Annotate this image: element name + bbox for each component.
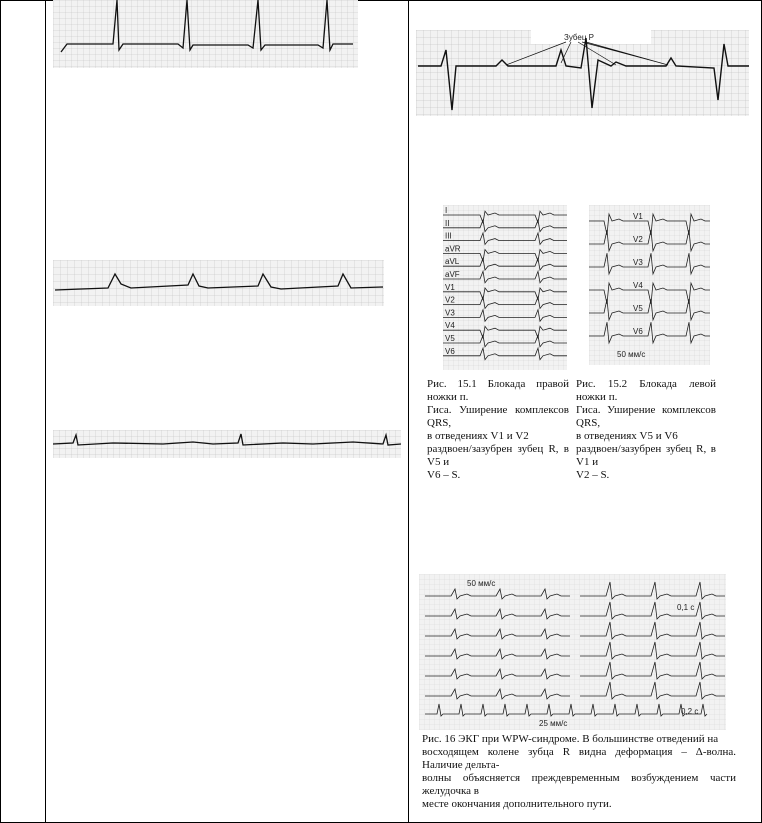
caption-line: месте окончания дополнительного пути. — [422, 798, 612, 810]
ecg-strip-left-3 — [53, 430, 401, 458]
lead-label: aVF — [445, 270, 460, 279]
figure-16-speed-bottom: 25 мм/с — [539, 719, 568, 728]
lead-label: V3 — [445, 308, 455, 318]
lead-label: V1 — [633, 212, 643, 221]
figure-15-2-caption — [576, 378, 716, 482]
lead-label: V5 — [633, 304, 643, 313]
caption-line: в отведениях V1 и V2 — [427, 430, 529, 442]
lead-label: III — [445, 231, 452, 241]
caption-line: восходящем колене зубца R видна деформация – Δ-волна. Наличие дельта- — [422, 746, 736, 771]
lead-label: V2 — [445, 295, 455, 305]
figure-15-1-caption — [427, 378, 569, 482]
p-wave-annotation: Зубец Р — [564, 33, 595, 42]
caption-line: Рис. 15.1 Блокада правой ножки п. — [427, 378, 569, 403]
caption-line: V6 – S. — [427, 469, 461, 481]
ecg-strip-left-1 — [53, 0, 358, 68]
figure-15-1-ecg — [443, 205, 567, 370]
figure-16-interval-1: 0,1 с — [677, 603, 695, 612]
figure-16-ecg — [419, 574, 726, 730]
lead-label: V4 — [445, 321, 455, 331]
ecg-strip-p-waves — [416, 30, 749, 116]
figure-16-caption — [422, 733, 736, 811]
lead-label: II — [445, 218, 450, 228]
caption-line: Рис. 16 ЭКГ при WPW-синдроме. В большинстве отведений на — [422, 733, 719, 745]
lead-label: V3 — [633, 258, 643, 267]
column-divider-2 — [408, 0, 409, 823]
lead-label: V1 — [445, 282, 455, 292]
caption-line: V2 – S. — [576, 469, 610, 481]
caption-line: Гиса. Уширение комплексов QRS, — [427, 404, 569, 429]
caption-line: Гиса. Уширение комплексов QRS, — [576, 404, 716, 429]
figure-15-2-speed: 50 мм/с — [617, 350, 646, 359]
caption-line: раздвоен/зазубрен зубец R, в V1 и — [576, 443, 716, 468]
lead-label: aVR — [445, 244, 461, 254]
lead-label: I — [445, 206, 448, 215]
lead-label: V6 — [633, 327, 643, 336]
caption-line: раздвоен/зазубрен зубец R, в V5 и — [427, 443, 569, 468]
lead-label: V2 — [633, 235, 643, 244]
lead-label: V6 — [445, 346, 455, 356]
caption-line: в отведениях V5 и V6 — [576, 430, 678, 442]
figure-16-interval-2: 0,2 с — [681, 707, 699, 716]
column-divider-1 — [45, 0, 46, 823]
figure-16-speed-top: 50 мм/с — [467, 579, 496, 588]
ecg-strip-left-2 — [53, 260, 384, 306]
lead-label: V5 — [445, 334, 455, 343]
figure-15-2-ecg — [589, 205, 710, 365]
caption-line: волны объясняется преждевременным возбуждением части желудочка в — [422, 772, 736, 797]
lead-label: aVL — [445, 257, 460, 267]
lead-label: V4 — [633, 281, 643, 290]
caption-line: Рис. 15.2 Блокада левой ножки п. — [576, 378, 716, 403]
